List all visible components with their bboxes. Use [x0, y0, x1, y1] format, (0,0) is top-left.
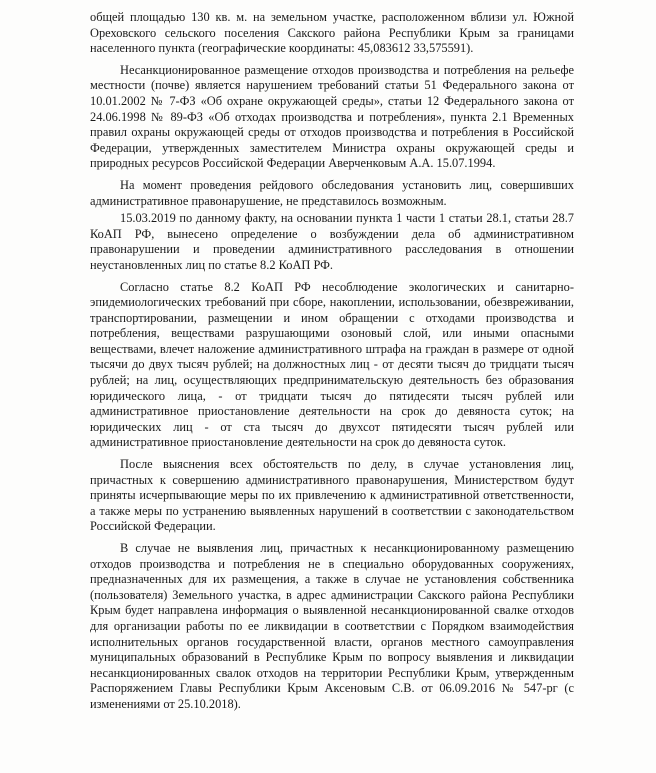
paragraph-ministry-measures: После выяснения всех обстоятельств по делу, в случае установления лиц, причастных к совершению административного правонарушения, Министерством будут приняты исчерпывающие меры по их привлечению к административной ответственности, а также меры по устранению выявленных нарушений в соответствии с законодательством Российской Федерации. — [90, 457, 574, 534]
paragraph-violation-law: Несанкционированное размещение отходов производства и потребления на рельефе местности (почве) является нарушением требований статьи 51 Федерального закона от 10.01.2002 № 7-ФЗ «Об охране окружающей среды», статьи 12 Федерального закона от 24.06.1998 № 89-ФЗ «Об отходах производства и потребления», пункта 2.1 Временных правил охраны окружающей среды от отходов производства и потребления в Российской Федерации, утвержденных заместителем Министра охраны окружающей среды и природных ресурсов Российской Федерации Аверченковым А.А. 15.07.1994. — [90, 62, 574, 171]
paragraph-raid-inspection: На момент проведения рейдового обследования установить лиц, совершивших административное правонарушение, не представилось возможным. — [90, 177, 574, 208]
paragraph-article-8-2: Согласно статье 8.2 КоАП РФ несоблюдение экологических и санитарно-эпидемиологических требований при сборе, накоплении, использовании, обезвреживании, транспортировании, размещении и ином обращении с отходами производства и потребления, веществами разрушающими озоновый слой, или иными опасными веществами, влечет наложение административного штрафа на граждан в размере от одной тысячи до двух тысяч рублей; на должностных лиц - от десяти тысяч до тридцати тысяч рублей; на лиц, осуществляющих предпринимательскую деятельность без образования юридического лица, - от тридцати тысяч до пятидесяти тысяч рублей или административное приостановление деятельности на срок до девяноста суток; на юридических лиц - от ста тысяч до двухсот пятидесяти тысяч рублей или административное приостановление деятельности на срок до девяноста суток. — [90, 279, 574, 450]
document-body — [90, 10, 574, 719]
paragraph-case-initiation: 15.03.2019 по данному факту, на основании пункта 1 части 1 статьи 28.1, статьи 28.7 КоАП РФ, вынесено определение о возбуждении дела об административном правонарушении и проведении административного расследования в отношении неустановленных лиц по статье 8.2 КоАП РФ. — [90, 211, 574, 272]
paragraph-location-continuation: общей площадью 130 кв. м. на земельном участке, расположенном вблизи ул. Южной Ореховского сельского поселения Сакского района Республики Крым за границами населенного пункта (географические координаты: 45,083612 33,575591). — [90, 10, 574, 56]
paragraph-administration-notice: В случае не выявления лиц, причастных к несанкционированному размещению отходов производства и потребления не в специально оборудованных сооружениях, предназначенных для их размещения, а также в случае не установления собственника (пользователя) Земельного участка, в адрес администрации Сакского района Республики Крым будет направлена информация о выявленной несанкционированной свалке отходов для организации работы по ее ликвидации в соответствии с Порядком взаимодействия исполнительных органов государственной власти, органов местного самоуправления муниципальных образований в Республике Крым по вопросу выявления и ликвидации несанкционированных свалок отходов на территории Республики Крым, утвержденным Распоряжением Главы Республики Крым Аксеновым С.В. от 06.09.2016 № 547-рг (с изменениями от 25.10.2018). — [90, 541, 574, 711]
